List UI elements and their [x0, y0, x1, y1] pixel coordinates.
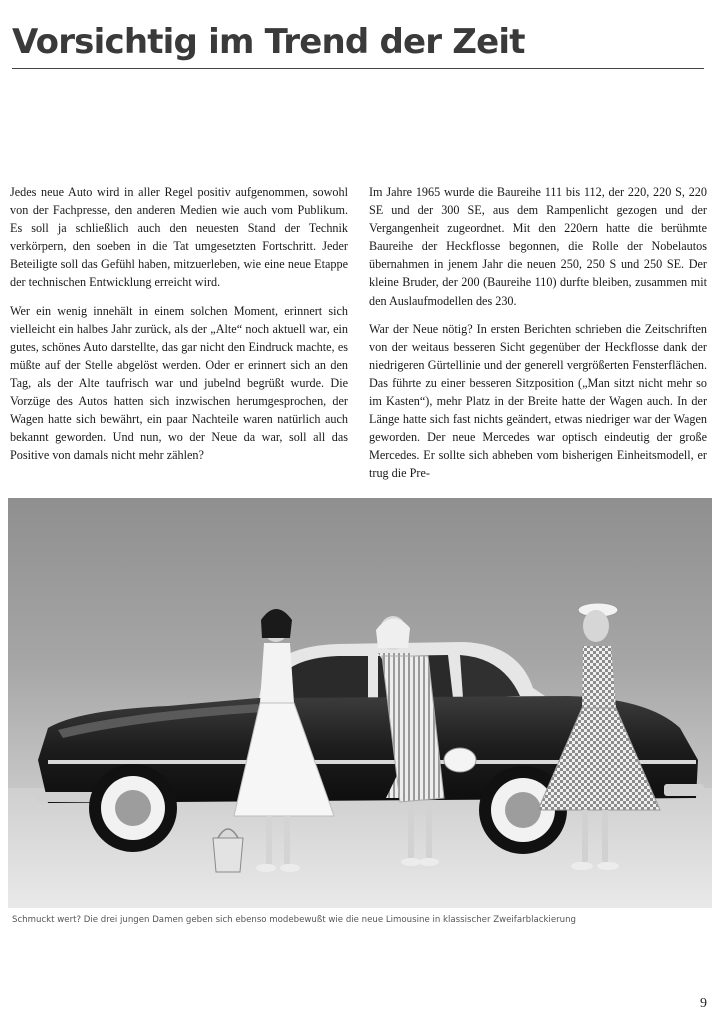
photo-caption: Schmuckt wert? Die drei jungen Damen geben sich ebenso modebewußt wie die neue Limousine in klassischer Zweifarblackierung: [12, 915, 576, 925]
title-underline: [12, 68, 704, 69]
right-paragraph-2: War der Neue nötig? In ersten Berichten schrieben die Zeitschriften von der weitaus besseren Sicht gegenüber der Heckflosse dank der niedrigeren Gürtellinie und der generell vergrößerten Fensterflächen. Das führte zu einer besseren Sitzposition („Man sitzt nicht mehr so im Kasten“), mehr Platz in der Breite hatte der Wagen auch. In der Länge hatte sich fast nichts geändert, etwas niedriger war der Wagen geworden. Der neue Mercedes war optisch eindeutig der große Mercedes. Er sollte sich abheben vom bisherigen Einheitsmodell, er trug die Pre-: [369, 321, 707, 481]
car-photo: [8, 498, 712, 908]
page-title: Vorsichtig im Trend der Zeit: [12, 22, 525, 62]
page-number: 9: [700, 996, 707, 1011]
left-text-column: [10, 183, 348, 474]
right-paragraph-1: Im Jahre 1965 wurde die Baureihe 111 bis 112, der 220, 220 S, 220 SE und der 300 SE, aus dem Rampenlicht gezogen und der Vergangenheit zugeordnet. Mit den 220ern hatte die berühmte Baureihe der Heckflosse begonnen, die Rolle der Nobelautos übernahmen in jenem Jahr die neuen 250, 250 S und 250 SE. Der kleine Bruder, der 200 (Baureihe 110) durfte bleiben, zusammen mit den Auslaufmodellen des 230.: [369, 185, 707, 308]
left-paragraph-2: Wer ein wenig innehält in einem solchen Moment, erinnert sich vielleicht ein halbes Jahr zurück, als der „Alte“ noch aktuell war, ein gutes, schönes Auto darstellte, das gar nicht den Eindruck machte, es müßte auf der Stelle abgelöst werden. Oder er erinnert sich an den Tag, als der Alte taufrisch war und jubelnd begrüßt wurde. Die Vorzüge des Autos hatten sich inzwischen herumgesprochen, der Wagen hatte sich bewährt, ein paar Nachteile waren natürlich auch bekannt geworden. Und nun, wo der Neue da war, soll all das Positive von damals nicht mehr zählen?: [10, 303, 348, 463]
left-paragraph-1: Jedes neue Auto wird in aller Regel positiv aufgenommen, sowohl von der Fachpresse, den anderen Medien wie auch vom Publikum. Es soll ja schließlich auch den neuesten Stand der Technik verkörpern, den soeben in die Tat umgesetzten Fortschritt. Jeder Beteiligte soll das Gefühl haben, mitzuerleben, wie eine neue Etappe der technischen Entwicklung erreicht wird.: [10, 185, 348, 290]
right-text-column: [369, 183, 707, 493]
